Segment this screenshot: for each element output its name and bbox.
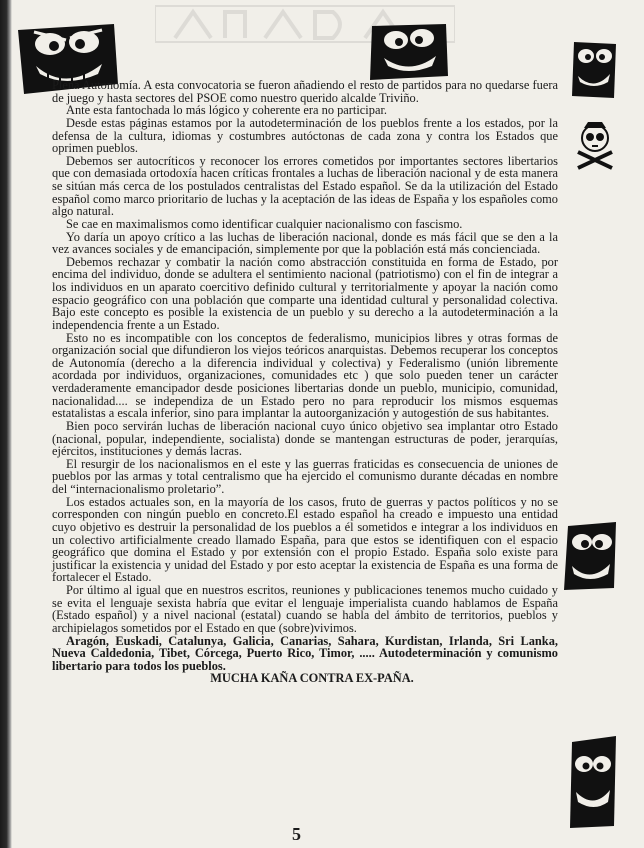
paragraph: Debemos rechazar y combatir la nación como abstracción constituida en forma de Estado, por encima del individuo, donde se adultera el sentimiento nacional (patriotismo) con el fin de integrar a los individuos en un aparato coercitivo definido cultural y territorialmente y apoyar la nación como espacio geográfico con una población que comparte una identidad cultural y personalidad colectiva. Bajo este concepto es posible la existencia de un pueblo y su derecho a la autodeterminación a la independencia frente a un Estado. — [52, 254, 558, 332]
paragraph: Desde estas páginas estamos por la autodeterminación de los pueblos frente a los estados, por la defensa de la cultura, idiomas y costumbres autóctonas de cada zona y contra los Estados que oprimen pueblos. — [52, 115, 558, 156]
skull-crossbones-icon — [572, 120, 618, 172]
closing-slogan: MUCHA KAÑA CONTRA EX-PAÑA. — [210, 671, 414, 686]
paragraph: Por último al igual que en nuestros escritos, reuniones y publicaciones tenemos mucho cuidado y se evita el lenguaje sexista habría que evitar el lenguaje imperialista cuando hablamos de España (Estado español) y a nivel nacional (estatal) cuando se habla del ámbito de territorios, pueblos y archipielagos sometidos por el Estado en que (sobre)vivimos. — [52, 583, 558, 635]
cartoon-face-icon — [570, 38, 618, 102]
article-body — [52, 79, 558, 685]
peoples-list: Aragón, Euskadi, Catalunya, Galicia, Canarias, Sahara, Kurdistan, Irlanda, Sri Lanka, Nueva Caldedonia, Tibet, Córcega, Puerto Rico, Timor, ..... Autodeterminación y comunismo libertario para todos los pueblos. — [52, 633, 558, 673]
cartoon-face-icon — [568, 734, 618, 830]
paragraph: Ante esta fantochada lo más lógico y coherente era no participar. — [66, 103, 387, 118]
paragraph: El resurgir de los nacionalismos en el este y las guerras fraticidas es consecuencia de uniones de pueblos por las armas y total centralismo que ha ejercido el comunismo durante décadas en nombre del “internacionalismo proletario”. — [52, 456, 558, 496]
binding-edge — [0, 0, 12, 848]
cartoon-face-icon — [562, 520, 618, 592]
paragraph: Se cae en maximalismos como identificar cualquier nacionalismo con fascismo. — [66, 216, 463, 231]
paragraph: Debemos ser autocríticos y reconocer los errores cometidos por importantes sectores libertarios que con demasiada ortodoxía hacen críticas frontales a luchas de liberación nacional y de esta manera se sitúan más cerca de los postulados centralistas del Estado español. Se da la utilización del Estado español como marco prioritario de luchas y la aceptación de las ideas de España y los españoles como algo natural. — [52, 153, 558, 219]
paragraph: Bien poco servirán luchas de liberación nacional cuyo único objetivo sea implantar otro Estado (nacional, popular, independiente, socialista) donde se mantengan estructuras de poder, jerarquías, ejércitos, instituciones y demás lacras. — [52, 418, 558, 459]
paragraph: Plena Autonomía. A esta convocatoria se fueron añadiendo el resto de partidos para no quedarse fuera de juego y hasta sectores del PSOE como nuestro querido alcalde Triviño. — [52, 78, 558, 105]
paragraph: Los estados actuales son, en la mayoría de los casos, fruto de guerras y pactos políticos y no se corresponden con ningún pueblo en concreto.El estado español ha creado e impuesto una entidad cuyo objetivo es destruir la personalidad de los pueblos a él sometidos e integrar a los individuos en un colectivo artificialmente creado llamado España, para que estos se identifiquen con el espacio geográfico que domina el Estado y por extensión con el propio Estado. España solo existe para justificar la existencia y unidad del Estado y por esto aceptar la existencia de España es una forma de fortalecer el Estado. — [52, 494, 558, 585]
page-number: 5 — [292, 824, 301, 844]
cartoon-face-icon — [368, 22, 450, 82]
paragraph: Yo daría un apoyo crítico a las luchas de liberación nacional, donde es más fácil que se den a la vez avances sociales y de emancipación, simplemente por que la población está más concienciada. — [52, 229, 558, 257]
paragraph: Esto no es incompatible con los conceptos de federalismo, municipios libres y otras formas de organización social que difundieron los viejos teóricos anarquistas. Debemos recuperar los conceptos de Autonomía (derecho a la diferencia individual y colectiva) y Federalismo (unión libremente acordada por individuos, organizaciones, comunidades etc ) que solo pueden tener un carácter verdaderamente emancipador desde posiciones libertarias donde un pueblo, municipio, comunidad, nacionalidad.... se independiza de un Estado pero no para reproducir los mismos esquemas estatalistas a escala inferior, sino para implantar la autoorganización y autogestión de sus habitantes. — [52, 330, 558, 421]
